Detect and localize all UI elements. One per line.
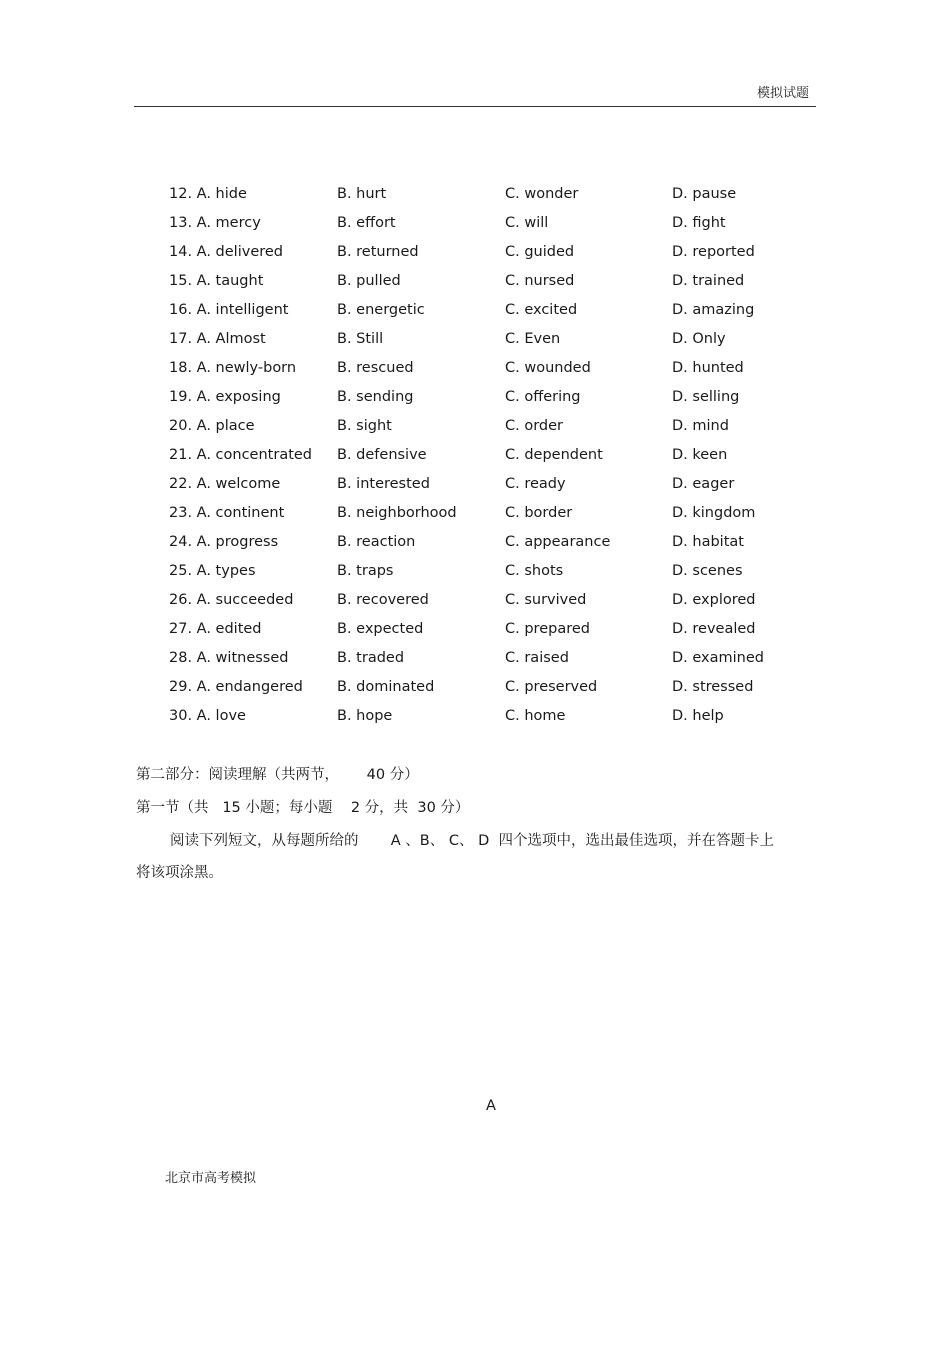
- option-a: 21. A. concentrated: [169, 447, 313, 463]
- option-a: 30. A. love: [169, 708, 246, 724]
- option-c: C. survived: [505, 592, 587, 608]
- section-heading: 第一节（共 15 小题；每小题 2 分，共 30 分）: [136, 800, 470, 816]
- option-row: [169, 180, 809, 209]
- option-a: 13. A. mercy: [169, 215, 261, 231]
- option-b: B. sending: [337, 389, 414, 405]
- option-b: B. rescued: [337, 360, 414, 376]
- option-a: 28. A. witnessed: [169, 650, 289, 666]
- option-row: [169, 470, 809, 499]
- option-b: B. reaction: [337, 534, 416, 550]
- option-row: [169, 702, 809, 731]
- option-a: 18. A. newly-born: [169, 360, 297, 376]
- passage-label: A: [486, 1098, 496, 1114]
- option-a: 12. A. hide: [169, 186, 247, 202]
- option-b: B. energetic: [337, 302, 425, 318]
- option-row: [169, 528, 809, 557]
- option-d: D. amazing: [672, 302, 755, 318]
- header-divider: [134, 106, 816, 107]
- option-row: [169, 644, 809, 673]
- footer-text: 北京市高考模拟: [165, 1171, 257, 1186]
- option-b: B. Still: [337, 331, 384, 347]
- option-c: C. raised: [505, 650, 569, 666]
- option-row: [169, 412, 809, 441]
- option-row: [169, 586, 809, 615]
- option-a: 14. A. delivered: [169, 244, 284, 260]
- option-d: D. stressed: [672, 679, 754, 695]
- option-a: 19. A. exposing: [169, 389, 281, 405]
- option-b: B. expected: [337, 621, 424, 637]
- option-b: B. defensive: [337, 447, 427, 463]
- option-c: C. order: [505, 418, 564, 434]
- option-c: C. ready: [505, 476, 566, 492]
- option-d: D. explored: [672, 592, 756, 608]
- option-c: C. nursed: [505, 273, 575, 289]
- option-row: [169, 325, 809, 354]
- option-a: 22. A. welcome: [169, 476, 281, 492]
- option-a: 25. A. types: [169, 563, 256, 579]
- instructions-line-2: 将该项涂黑。: [136, 865, 223, 881]
- option-a: 15. A. taught: [169, 273, 264, 289]
- option-a: 23. A. continent: [169, 505, 285, 521]
- option-d: D. selling: [672, 389, 740, 405]
- option-row: [169, 383, 809, 412]
- option-d: D. revealed: [672, 621, 756, 637]
- option-row: [169, 615, 809, 644]
- option-b: B. sight: [337, 418, 392, 434]
- option-d: D. pause: [672, 186, 737, 202]
- option-d: D. reported: [672, 244, 755, 260]
- option-a: 16. A. intelligent: [169, 302, 289, 318]
- option-d: D. fight: [672, 215, 726, 231]
- option-row: [169, 267, 809, 296]
- option-d: D. habitat: [672, 534, 744, 550]
- instructions-line-1: 阅读下列短文，从每题所给的 A 、B、 C、 D 四个选项中，选出最佳选项，并在答题卡上: [170, 833, 774, 849]
- option-b: B. traded: [337, 650, 405, 666]
- option-d: D. kingdom: [672, 505, 756, 521]
- option-d: D. scenes: [672, 563, 743, 579]
- option-c: C. shots: [505, 563, 564, 579]
- option-b: B. recovered: [337, 592, 429, 608]
- option-c: C. home: [505, 708, 566, 724]
- option-row: [169, 441, 809, 470]
- option-c: C. excited: [505, 302, 578, 318]
- option-d: D. Only: [672, 331, 726, 347]
- option-c: C. guided: [505, 244, 575, 260]
- option-a: 20. A. place: [169, 418, 255, 434]
- option-row: [169, 209, 809, 238]
- option-c: C. appearance: [505, 534, 611, 550]
- header-title: 模拟试题: [756, 86, 809, 101]
- option-b: B. interested: [337, 476, 430, 492]
- option-c: C. Even: [505, 331, 561, 347]
- option-d: D. mind: [672, 418, 729, 434]
- option-d: D. examined: [672, 650, 764, 666]
- option-d: D. eager: [672, 476, 735, 492]
- option-a: 17. A. Almost: [169, 331, 266, 347]
- option-b: B. hurt: [337, 186, 387, 202]
- option-row: [169, 673, 809, 702]
- option-c: C. wonder: [505, 186, 579, 202]
- option-b: B. returned: [337, 244, 419, 260]
- option-b: B. neighborhood: [337, 505, 457, 521]
- option-c: C. border: [505, 505, 573, 521]
- part-heading: 第二部分：阅读理解（共两节， 40 分）: [136, 767, 419, 783]
- option-c: C. offering: [505, 389, 581, 405]
- option-row: [169, 499, 809, 528]
- option-b: B. pulled: [337, 273, 401, 289]
- option-b: B. traps: [337, 563, 394, 579]
- option-c: C. dependent: [505, 447, 603, 463]
- option-c: C. prepared: [505, 621, 590, 637]
- option-c: C. will: [505, 215, 549, 231]
- option-b: B. hope: [337, 708, 393, 724]
- answer-options-list: [169, 180, 809, 731]
- option-a: 27. A. edited: [169, 621, 262, 637]
- option-c: C. preserved: [505, 679, 598, 695]
- option-b: B. effort: [337, 215, 396, 231]
- option-a: 24. A. progress: [169, 534, 279, 550]
- option-d: D. trained: [672, 273, 745, 289]
- option-a: 29. A. endangered: [169, 679, 303, 695]
- option-b: B. dominated: [337, 679, 435, 695]
- option-row: [169, 238, 809, 267]
- option-a: 26. A. succeeded: [169, 592, 294, 608]
- option-row: [169, 354, 809, 383]
- option-d: D. hunted: [672, 360, 744, 376]
- option-d: D. keen: [672, 447, 728, 463]
- option-row: [169, 557, 809, 586]
- option-d: D. help: [672, 708, 724, 724]
- option-row: [169, 296, 809, 325]
- option-c: C. wounded: [505, 360, 591, 376]
